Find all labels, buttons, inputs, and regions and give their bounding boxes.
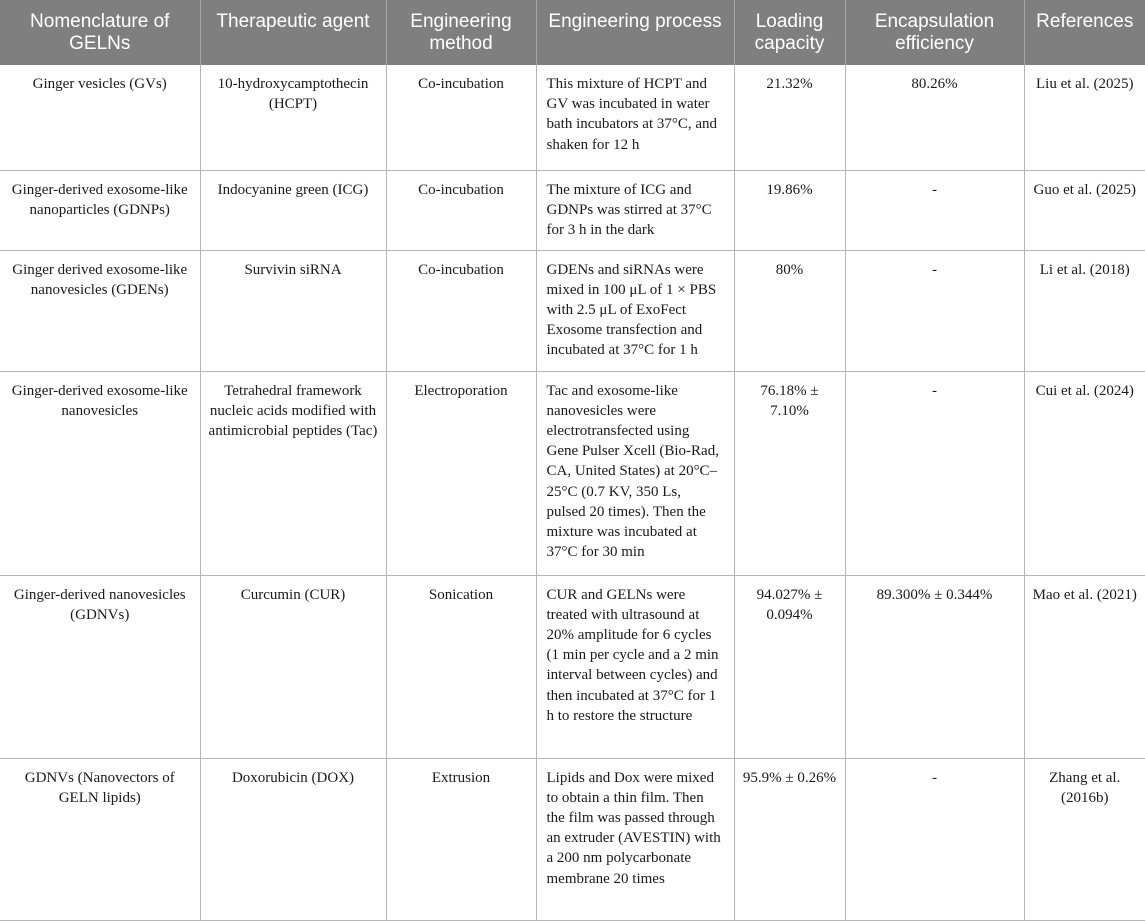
table-row bbox=[0, 575, 1145, 758]
cell-encapsulation-efficiency: 80.26% bbox=[845, 65, 1024, 170]
header-nomenclature: Nomenclature of GELNs bbox=[0, 0, 200, 65]
cell-loading-capacity: 94.027% ± 0.094% bbox=[734, 575, 845, 758]
cell-therapeutic-agent: Survivin siRNA bbox=[200, 250, 386, 371]
cell-engineering-process: Tac and exosome-like nanovesicles were electrotransfected using Gene Pulser Xcell (Bio-Rad, CA, United States) at 20°C–25°C (0.7 KV, 350 Ls, pulsed 20 times). Then the mixture was incubated at 37°C for 30 min bbox=[536, 371, 734, 575]
cell-therapeutic-agent: Doxorubicin (DOX) bbox=[200, 758, 386, 920]
table-row bbox=[0, 65, 1145, 170]
table-row bbox=[0, 250, 1145, 371]
cell-therapeutic-agent: Curcumin (CUR) bbox=[200, 575, 386, 758]
cell-nomenclature: Ginger derived exosome-like nanovesicles (GDENs) bbox=[0, 250, 200, 371]
cell-engineering-process: The mixture of ICG and GDNPs was stirred at 37°C for 3 h in the dark bbox=[536, 170, 734, 250]
cell-reference: Liu et al. (2025) bbox=[1024, 65, 1145, 170]
cell-engineering-method: Sonication bbox=[386, 575, 536, 758]
cell-engineering-method: Co-incubation bbox=[386, 65, 536, 170]
cell-loading-capacity: 95.9% ± 0.26% bbox=[734, 758, 845, 920]
table-row bbox=[0, 371, 1145, 575]
cell-engineering-method: Co-incubation bbox=[386, 250, 536, 371]
cell-nomenclature: Ginger-derived exosome-like nanovesicles bbox=[0, 371, 200, 575]
cell-engineering-process: CUR and GELNs were treated with ultrasound at 20% amplitude for 6 cycles (1 min per cycle and a 2 min interval between cycles) and then incubated at 37°C for 1 h to restore the structure bbox=[536, 575, 734, 758]
cell-loading-capacity: 21.32% bbox=[734, 65, 845, 170]
cell-engineering-method: Electroporation bbox=[386, 371, 536, 575]
cell-encapsulation-efficiency: 89.300% ± 0.344% bbox=[845, 575, 1024, 758]
header-therapeutic-agent: Therapeutic agent bbox=[200, 0, 386, 65]
cell-nomenclature: Ginger-derived exosome-like nanoparticles (GDNPs) bbox=[0, 170, 200, 250]
cell-encapsulation-efficiency: - bbox=[845, 758, 1024, 920]
header-references: References bbox=[1024, 0, 1145, 65]
header-engineering-method: Engineering method bbox=[386, 0, 536, 65]
header-row bbox=[0, 0, 1145, 65]
header-engineering-process: Engineering process bbox=[536, 0, 734, 65]
cell-nomenclature: Ginger vesicles (GVs) bbox=[0, 65, 200, 170]
cell-reference: Guo et al. (2025) bbox=[1024, 170, 1145, 250]
cell-encapsulation-efficiency: - bbox=[845, 170, 1024, 250]
cell-engineering-process: GDENs and siRNAs were mixed in 100 μL of 1 × PBS with 2.5 μL of ExoFect Exosome transfection and incubated at 37°C for 1 h bbox=[536, 250, 734, 371]
cell-encapsulation-efficiency: - bbox=[845, 250, 1024, 371]
cell-loading-capacity: 80% bbox=[734, 250, 845, 371]
cell-reference: Li et al. (2018) bbox=[1024, 250, 1145, 371]
cell-loading-capacity: 76.18% ± 7.10% bbox=[734, 371, 845, 575]
cell-engineering-process: Lipids and Dox were mixed to obtain a thin film. Then the film was passed through an extruder (AVESTIN) with a 200 nm polycarbonate membrane 20 times bbox=[536, 758, 734, 920]
header-encapsulation-efficiency: Encapsulation efficiency bbox=[845, 0, 1024, 65]
table-row bbox=[0, 170, 1145, 250]
cell-reference: Mao et al. (2021) bbox=[1024, 575, 1145, 758]
cell-loading-capacity: 19.86% bbox=[734, 170, 845, 250]
cell-reference: Cui et al. (2024) bbox=[1024, 371, 1145, 575]
cell-therapeutic-agent: 10-hydroxycamptothecin (HCPT) bbox=[200, 65, 386, 170]
table-header bbox=[0, 0, 1145, 65]
cell-encapsulation-efficiency: - bbox=[845, 371, 1024, 575]
header-loading-capacity: Loading capacity bbox=[734, 0, 845, 65]
table-body bbox=[0, 65, 1145, 920]
cell-engineering-method: Co-incubation bbox=[386, 170, 536, 250]
table-row bbox=[0, 758, 1145, 920]
cell-engineering-process: This mixture of HCPT and GV was incubated in water bath incubators at 37°C, and shaken for 12 h bbox=[536, 65, 734, 170]
cell-therapeutic-agent: Indocyanine green (ICG) bbox=[200, 170, 386, 250]
cell-nomenclature: GDNVs (Nanovectors of GELN lipids) bbox=[0, 758, 200, 920]
cell-therapeutic-agent: Tetrahedral framework nucleic acids modified with antimicrobial peptides (Tac) bbox=[200, 371, 386, 575]
cell-engineering-method: Extrusion bbox=[386, 758, 536, 920]
cell-reference: Zhang et al. (2016b) bbox=[1024, 758, 1145, 920]
cell-nomenclature: Ginger-derived nanovesicles (GDNVs) bbox=[0, 575, 200, 758]
